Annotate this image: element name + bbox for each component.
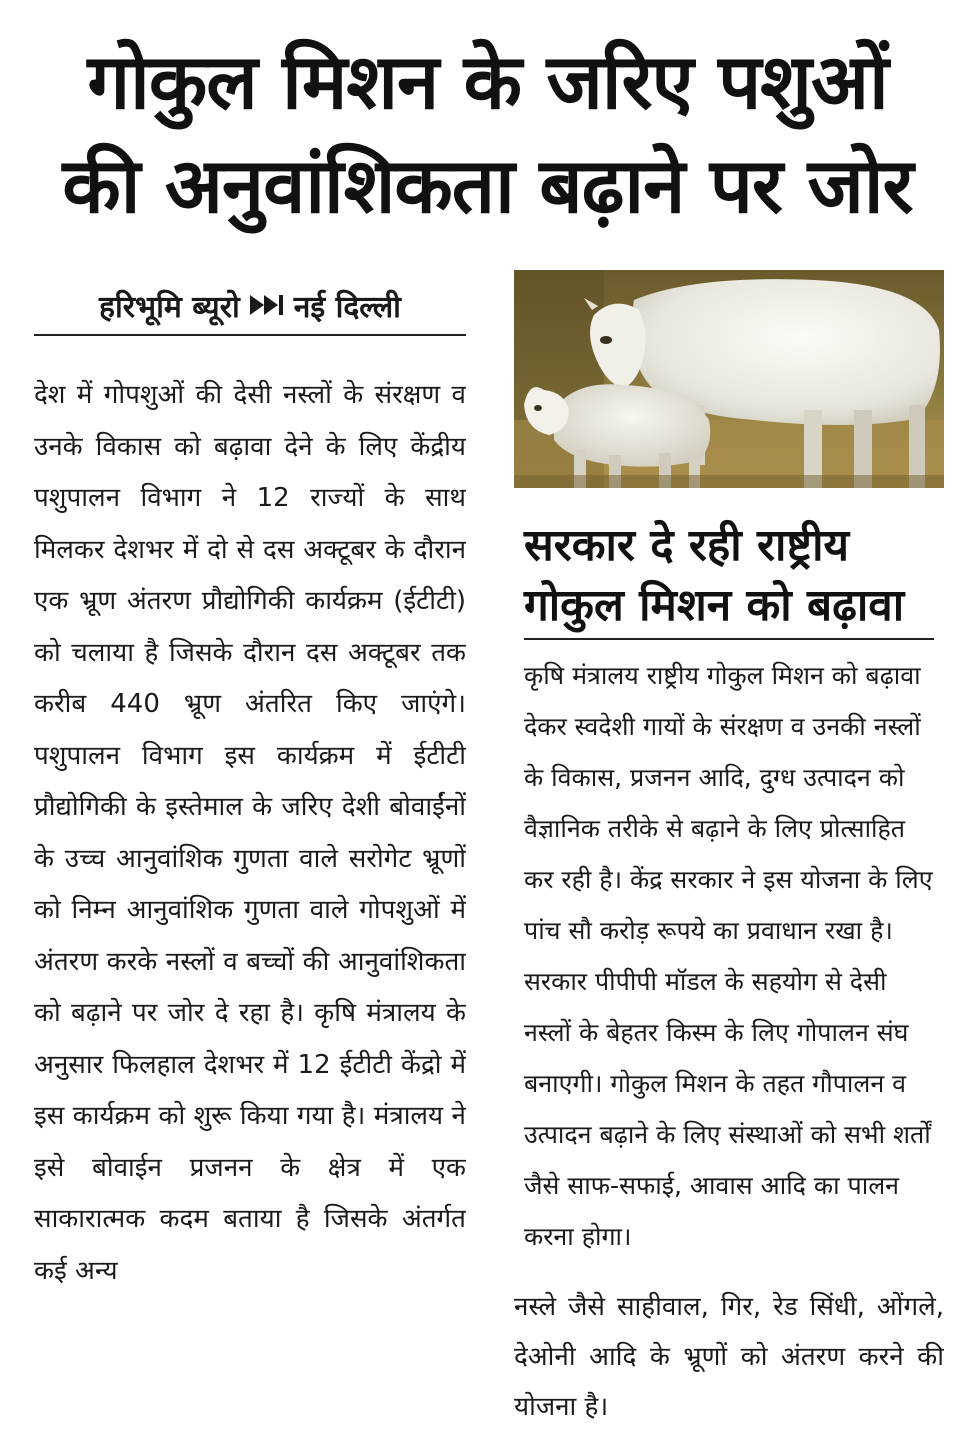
byline-source: हरिभूमि ब्यूरो [99, 289, 240, 325]
sidebar-heading [524, 516, 934, 640]
byline [34, 276, 466, 336]
byline-location: नई दिल्ली [293, 289, 401, 325]
headline-line-2: की अनुवांशिकता बढ़ाने पर जोर [62, 141, 913, 230]
main-article-body: देश में गोपशुओं की देसी नस्लों के संरक्षण व उनके विकास को बढ़ावा देने के लिए केंद्रीय पशुपालन विभाग ने 12 राज्यों के साथ मिलकर देशभर में दो से दस अक्टूबर के दौरान एक भ्रूण अंतरण प्रौद्योगिकी कार्यक्रम (ईटीटी) को चलाया है जिसके दौरान दस अक्टूबर तक करीब 440 भ्रूण अंतरित किए जाएंगे। पशुपालन विभाग इस कार्यक्रम में ईटीटी प्रौद्योगिकी के इस्तेमाल के जरिए देशी बोवाईंनों के उच्च आनुवांशिक गुणता वाले सरोगेट भ्रूणों को निम्न आनुवांशिक गुणता वाले गोपशुओं में अंतरण करके नस्लों व बच्चों की आनुवांशिकता को बढ़ाने पर जोर दे रहा है। कृषि मंत्रालय के अनुसार फिलहाल देशभर में 12 ईटीटी केंद्रो में इस कार्यक्रम को शुरू किया गया है। मंत्रालय ने इसे बोवाईन प्रजनन के क्षेत्र में एक साकारात्मक कदम बताया है जिसके अंतर्गत कई अन्य [34, 380, 466, 1286]
article-continuation-body: नस्ले जैसे साहीवाल, गिर, रेड सिंधी, ओंगले, देओनी आदि के भ्रूणों को अंतरण करने की योजना है। [514, 1292, 944, 1422]
white-cow-with-calf-photo [514, 270, 944, 488]
double-arrow-icon [250, 293, 284, 317]
article-continuation [514, 1282, 944, 1432]
headline [20, 30, 955, 238]
sidebar-heading-line-2: गोकुल मिशन को बढ़ावा [524, 580, 905, 631]
headline-line-1: गोकुल मिशन के जरिए पशुओं [87, 37, 888, 126]
sidebar-body: कृषि मंत्रालय राष्ट्रीय गोकुल मिशन को बढ़ावा देकर स्वदेशी गायों के संरक्षण व उनकी नस्लों के विकास, प्रजनन आदि, दुग्ध उत्पादन को वैज्ञानिक तरीके से बढ़ाने के लिए प्रोत्साहित कर रही है। केंद्र सरकार ने इस योजना के लिए पांच सौ करोड़ रूपये का प्रवाधान रखा है। सरकार पीपीपी मॉडल के सहयोग से देसी नस्लों के बेहतर किस्म के लिए गोपालन संघ बनाएगी। गोकुल मिशन के तहत गौपालन व उत्पादन बढ़ाने के लिए संस्थाओं को सभी शर्तों जैसे साफ-सफाई, आवास आदि का पालन करना होगा। [524, 661, 933, 1251]
sidebar-heading-line-1: सरकार दे रही राष्ट्रीय [524, 520, 850, 571]
sidebar-box [524, 650, 934, 1270]
main-article-column [34, 370, 466, 1432]
